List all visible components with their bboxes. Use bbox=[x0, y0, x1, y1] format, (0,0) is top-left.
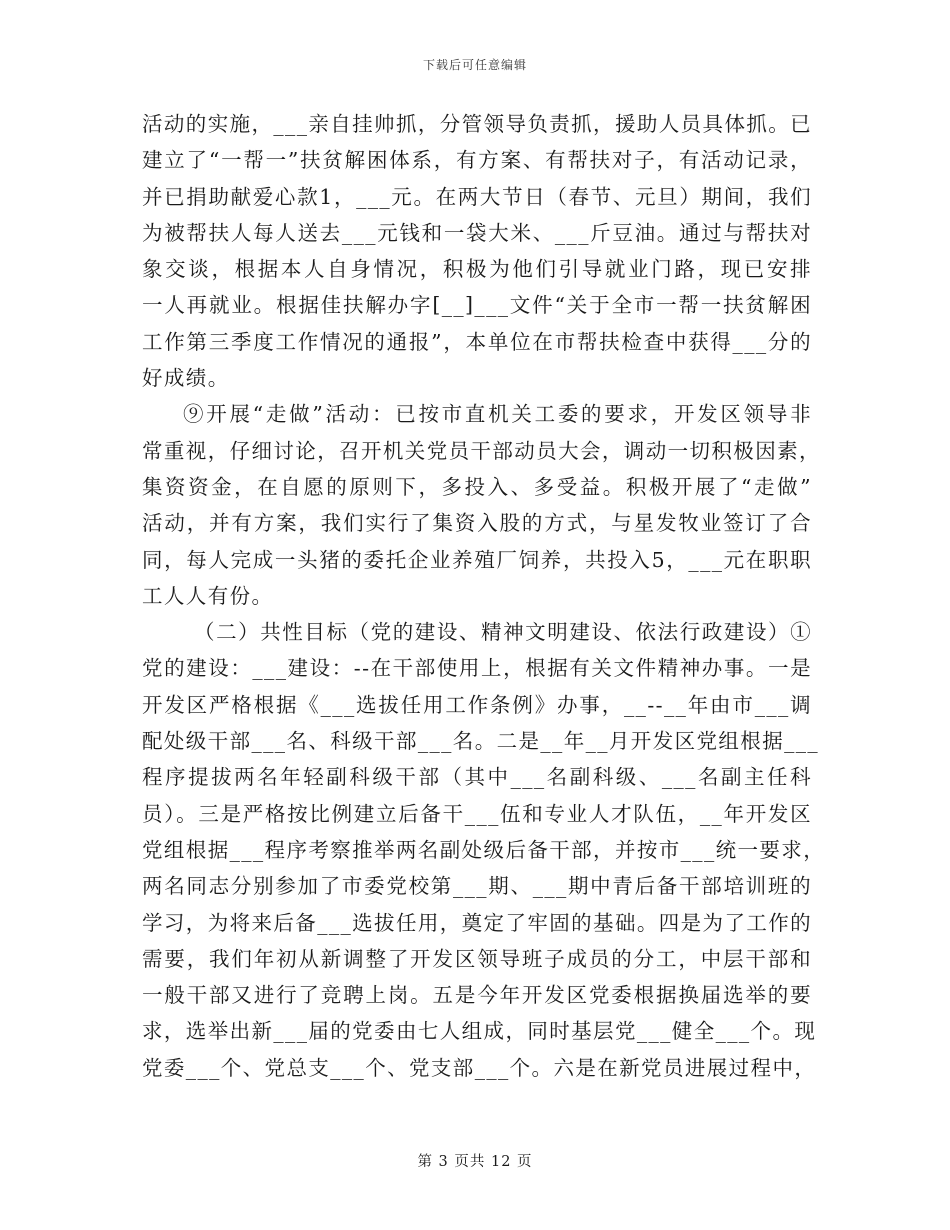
text-line: 配处级干部___名、科级干部___名。二是__年__月开发区党组根据___ bbox=[142, 729, 820, 754]
text-line: 工作第三季度工作情况的通报”，本单位在市帮扶检查中获得___分的 bbox=[142, 329, 812, 354]
text-line: 两名同志分别参加了市委党校第___期、___期中青后备干部培训班的 bbox=[142, 874, 812, 899]
text-line: 程序提拔两名年轻副科级干部（其中___名副科级、___名副主任科 bbox=[142, 765, 812, 790]
paragraph-3 bbox=[142, 614, 826, 1086]
text-line: 常重视，仔细讨论，召开机关党员干部动员大会，调动一切积极因素， bbox=[142, 438, 821, 463]
text-line: ⑨开展“走做”活动：已按市直机关工委的要求，开发区领导非 bbox=[183, 402, 812, 427]
document-body bbox=[142, 106, 826, 1086]
text-line: 党委___个、党总支___个、党支部___个。六是在新党员进展过程中， bbox=[142, 1055, 817, 1080]
text-line: 一人再就业。根据佳扶解办字[__]___文件“关于全市一帮一扶贫解困 bbox=[142, 293, 812, 318]
text-line: 需要，我们年初从新调整了开发区领导班子成员的分工，中层干部和 bbox=[142, 946, 812, 971]
text-line: 同，每人完成一头猪的委托企业养殖厂饲养，共投入5，___元在职职 bbox=[142, 547, 812, 572]
text-line: 并已捐助献爱心款1，___元。在两大节日（春节、元旦）期间，我们 bbox=[142, 184, 812, 209]
text-line: 一般干部又进行了竞聘上岗。五是今年开发区党委根据换届选举的要 bbox=[142, 983, 812, 1008]
text-line: 建立了“一帮一”扶贫解困体系，有方案、有帮扶对子，有活动记录， bbox=[142, 148, 812, 173]
text-line: 党组根据___程序考察推举两名副处级后备干部，并按市___统一要求， bbox=[142, 837, 826, 862]
text-line: （二）共性目标（党的建设、精神文明建设、依法行政建设）① bbox=[194, 620, 812, 645]
paragraph-2 bbox=[142, 396, 821, 614]
page-header: 下载后可任意编辑 bbox=[422, 58, 527, 72]
text-line: 学习，为将来后备___选拔任用，奠定了牢固的基础。四是为了工作的 bbox=[142, 910, 813, 935]
page-footer: 第 3 页共 12 页 bbox=[417, 1154, 533, 1170]
text-line: 党的建设：___建设：--在干部使用上，根据有关文件精神办事。一是 bbox=[142, 656, 812, 681]
paragraph-1 bbox=[142, 106, 812, 396]
text-line: 活动的实施，___亲自挂帅抓，分管领导负责抓，援助人员具体抓。已 bbox=[142, 112, 813, 136]
text-line: 集资资金，在自愿的原则下，多投入、多受益。积极开展了“走做” bbox=[142, 474, 812, 499]
text-line: 工人人有份。 bbox=[142, 583, 274, 608]
text-line: 求，选举出新___届的党委由七人组成，同时基层党___健全___个。现 bbox=[142, 1019, 817, 1044]
text-line: 活动，并有方案，我们实行了集资入股的方式，与星发牧业签订了合 bbox=[142, 511, 812, 536]
text-line: 员）。三是严格按比例建立后备干___伍和专业人才队伍，__年开发区 bbox=[142, 801, 812, 826]
text-line: 象交谈，根据本人自身情况，积极为他们引导就业门路，现已安排 bbox=[142, 257, 812, 282]
text-line: 为被帮扶人每人送去___元钱和一袋大米、___斤豆油。通过与帮扶对 bbox=[142, 220, 812, 245]
text-line: 开发区严格根据《___选拔任用工作条例》办事，__--__年由市___调 bbox=[142, 692, 812, 717]
text-line: 好成绩。 bbox=[142, 366, 230, 391]
